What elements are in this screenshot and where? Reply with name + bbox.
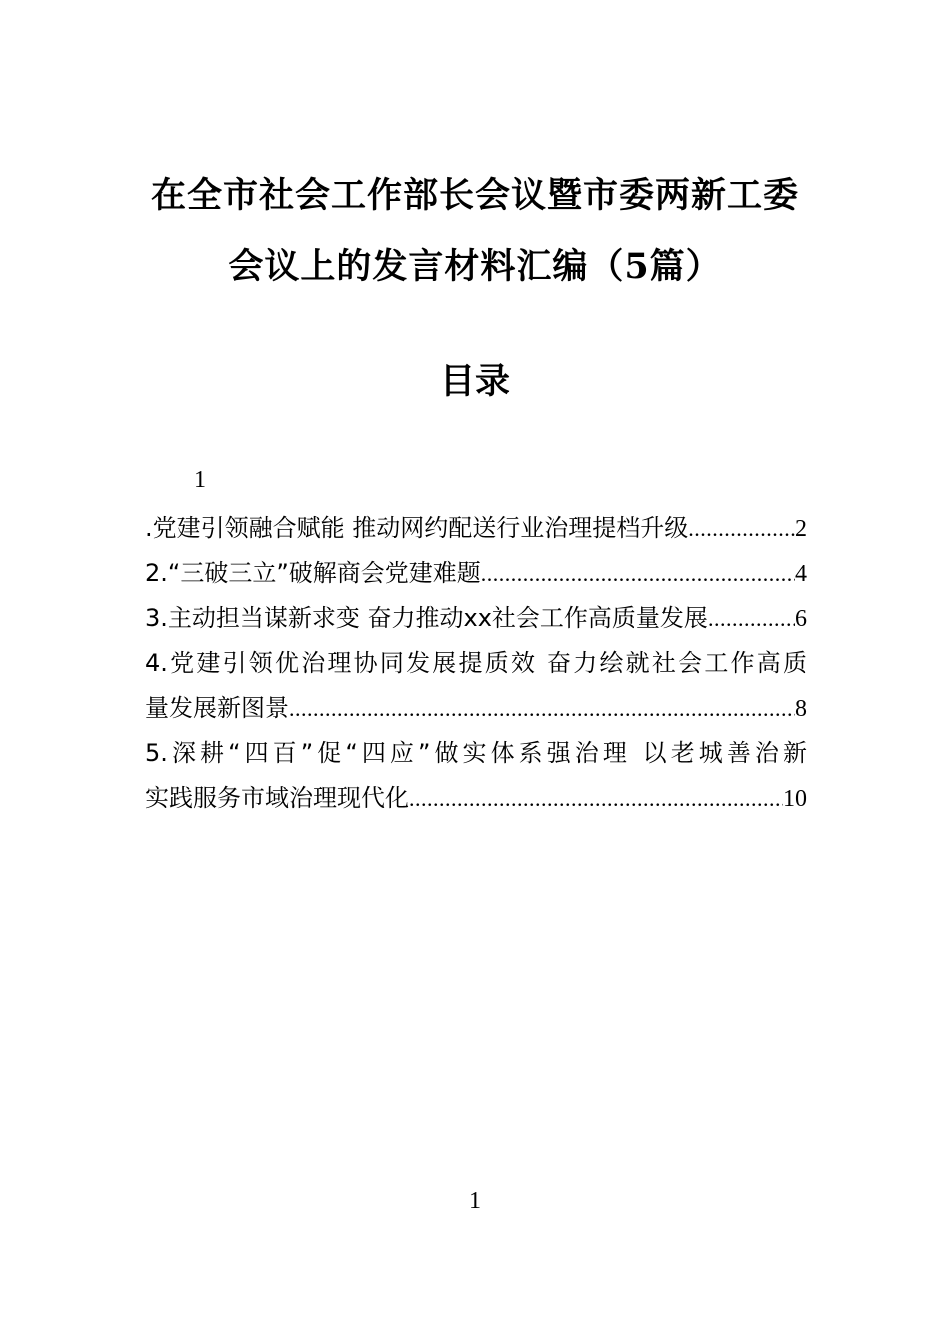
toc-entry-4-line-1[interactable] [145, 643, 807, 677]
document-title-line-2: 会议上的发言材料汇编（5篇） [228, 246, 722, 287]
toc-leader-dots [409, 786, 783, 812]
toc-leader-dots [688, 516, 795, 542]
toc-entry-5-page: 10 [783, 786, 807, 812]
toc-entry-2[interactable] [145, 553, 807, 587]
toc-entry-3[interactable] [145, 598, 807, 632]
toc-entry-1-text: .党建引领融合赋能 推动网约配送行业治理提档升级 [145, 514, 689, 542]
toc-entry-2-page: 4 [795, 561, 807, 587]
document-title-line-1: 在全市社会工作部长会议暨市委两新工委 [150, 175, 799, 216]
toc-heading: 目录 [439, 361, 510, 402]
toc-leader-dots [481, 561, 795, 587]
toc-entry-5-text-line-2: 实践服务市域治理现代化 [145, 784, 409, 812]
toc-entry-2-text: 2.“三破三立”破解商会党建难题 [145, 559, 481, 587]
toc-entry-4-page: 8 [795, 696, 807, 722]
toc-entry-5-text-line-1: 5.深耕“四百”促“四应”做实体系强治理 以老城善治新 [145, 739, 807, 767]
toc-entry-1-page: 2 [795, 516, 807, 542]
toc-entry-1[interactable] [145, 508, 807, 542]
toc-entry-5-line-1[interactable] [145, 733, 807, 767]
page-number: 1 [469, 1188, 481, 1214]
toc-leader-dots [289, 696, 795, 722]
toc-entry-1-number: 1 [194, 467, 206, 493]
toc-entry-5-line-2[interactable] [145, 778, 807, 812]
toc-entry-3-page: 6 [795, 606, 807, 632]
toc-entry-4-text-line-1: 4.党建引领优治理协同发展提质效 奋力绘就社会工作高质 [145, 649, 807, 677]
toc-entry-4-text-line-2: 量发展新图景 [145, 694, 289, 722]
toc-entry-3-text: 3.主动担当谋新求变 奋力推动xx社会工作高质量发展 [145, 604, 708, 632]
toc-entry-4-line-2[interactable] [145, 688, 807, 722]
toc-leader-dots [708, 606, 795, 632]
